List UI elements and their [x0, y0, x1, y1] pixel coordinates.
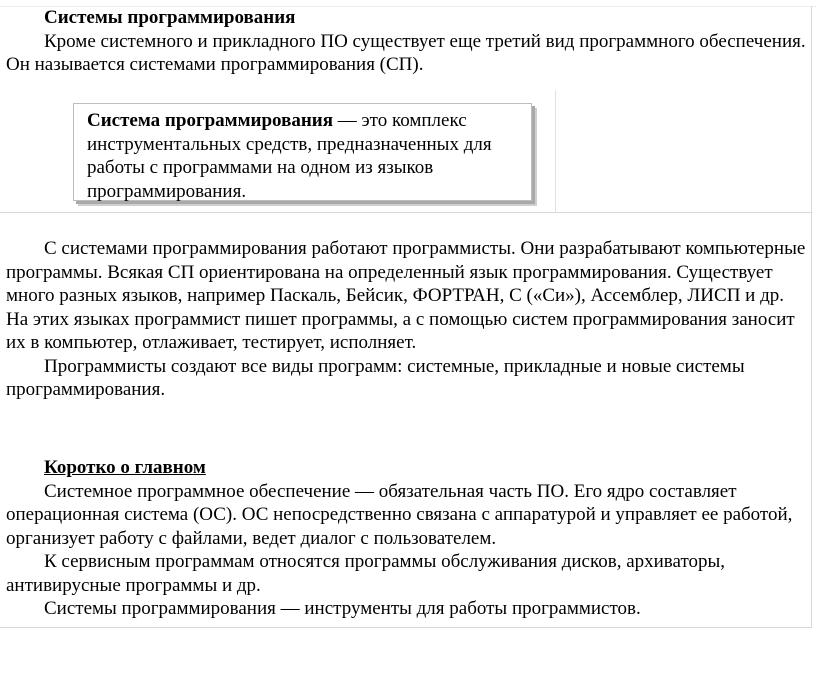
right-rule	[811, 6, 812, 628]
box-rule	[555, 90, 556, 212]
summary-section	[6, 456, 806, 621]
body-section	[6, 237, 806, 402]
intro-section	[6, 6, 806, 77]
summary-paragraph-2: К сервисным программам относятся программы обслуживания дисков, архиваторы, антивирусные программы и др.	[6, 551, 726, 596]
paragraph-programmers: С системами программирования работают программисты. Они разрабатывают компьютерные программы. Всякая СП ориентирована на определенный язык программирования. Существует много разных языков, например Паскаль, Бейсик, ФОРТРАН, С («Си»), Ассемблер, ЛИСП и др. На этих языках программист пишет программы, а с помощью систем программирования заносит их в компьютер, отлаживает, тестирует, исполняет.	[6, 238, 806, 353]
paragraph-program-kinds: Программисты создают все виды программ: системные, прикладные и новые системы программирования.	[6, 355, 745, 400]
definition-box	[73, 103, 532, 201]
summary-heading: Коротко о главном	[44, 457, 206, 478]
definition-text: — это комплекс инструментальных средств, предназначенных для работы с программами на одном из языков программирования.	[87, 110, 492, 202]
section-title: Системы программирования	[44, 7, 296, 28]
definition-term: Система программирования	[87, 110, 333, 131]
intro-paragraph: Кроме системного и прикладного ПО существует еще третий вид программного обеспечения. Он называется системами программирования (СП).	[6, 30, 806, 75]
summary-paragraph-1: Системное программное обеспечение — обязательная часть ПО. Его ядро составляет операционная система (ОС). ОС непосредственно связана с аппаратурой и управляет ее работой, организует работу с файлами, ведет диалог с пользователем.	[6, 480, 793, 549]
middle-rule	[0, 212, 812, 213]
summary-paragraph-3: Системы программирования — инструменты для работы программистов.	[44, 598, 641, 619]
bottom-rule	[0, 627, 812, 628]
